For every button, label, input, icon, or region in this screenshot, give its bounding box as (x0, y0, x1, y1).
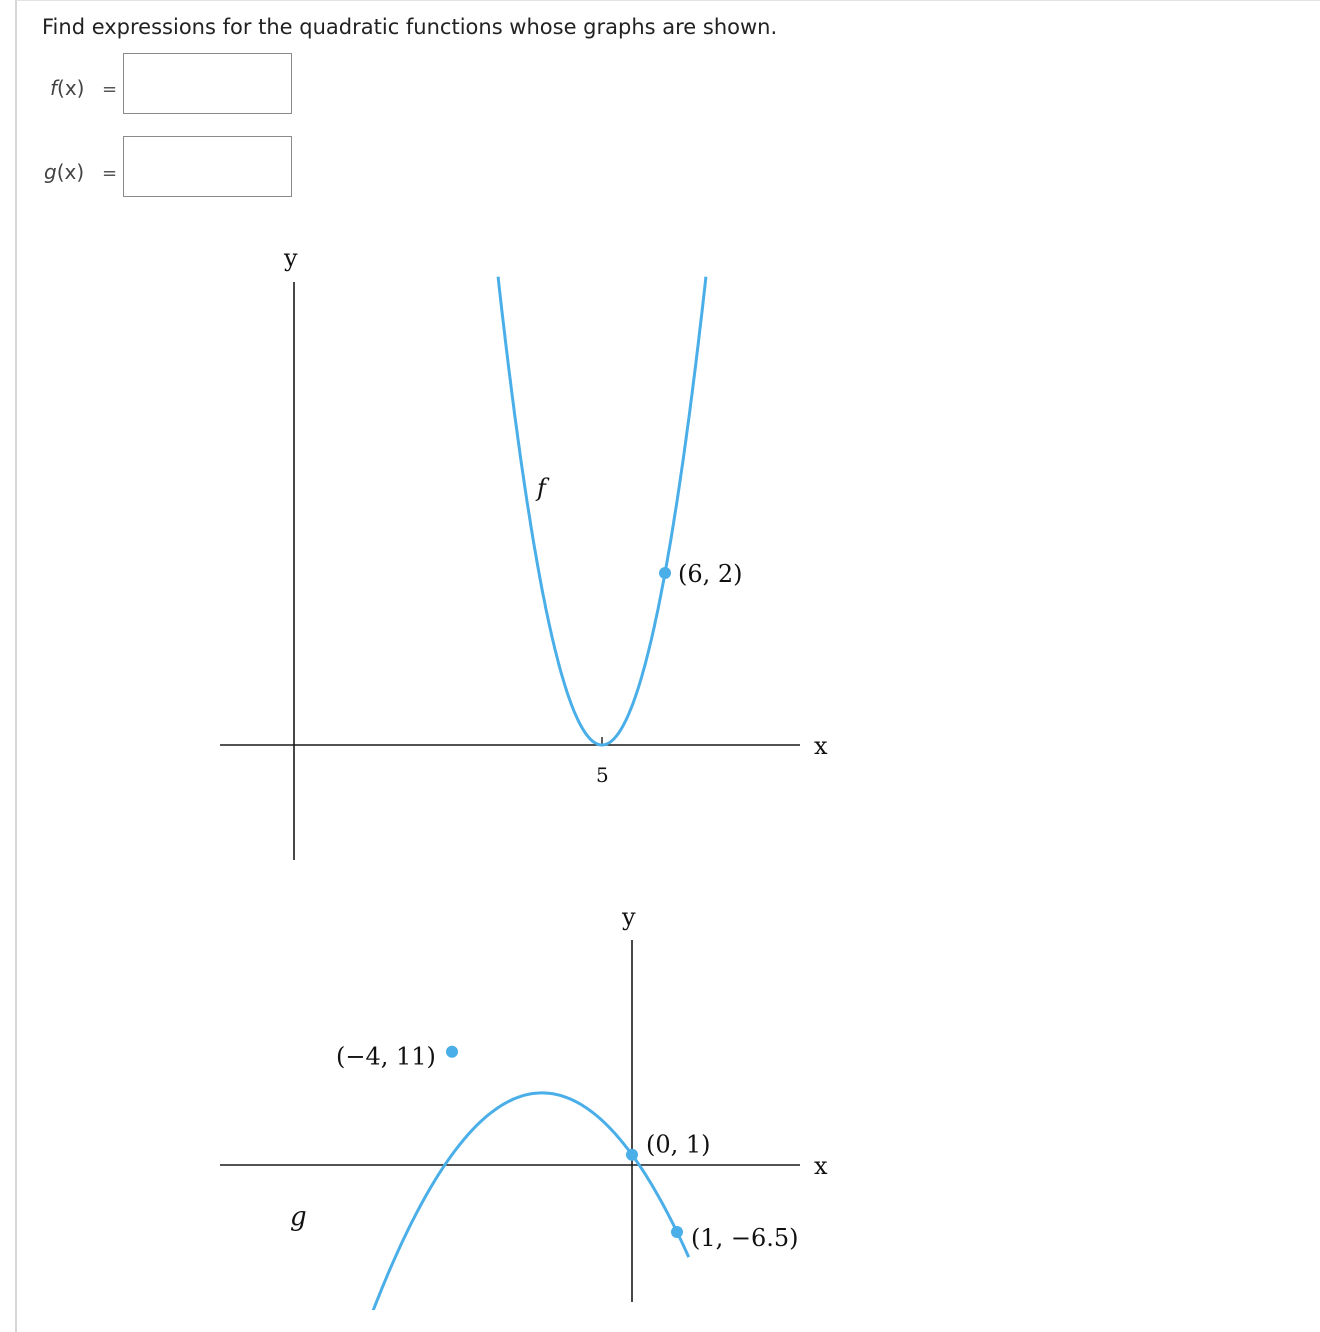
g-point-neg4-11 (446, 1046, 458, 1058)
f-x-axis-label: x (814, 732, 828, 760)
f-point-6-2 (659, 567, 671, 579)
f-name: f (50, 76, 58, 100)
f-curve-label: f (537, 474, 546, 502)
g-point-label-0-1: (0, 1) (646, 1130, 711, 1159)
g-point-label-neg4-11: (−4, 11) (336, 1042, 436, 1071)
f-arg: (x) (57, 76, 85, 100)
f-label (50, 76, 85, 100)
g-name: g (44, 160, 57, 184)
g-answer-input[interactable] (123, 136, 292, 197)
question-prompt: Find expressions for the quadratic functions whose graphs are shown. (42, 15, 778, 39)
g-arg: (x) (56, 160, 85, 184)
f-curve (498, 277, 706, 745)
g-y-axis-label: y (622, 903, 636, 931)
g-point-1-neg6-5 (671, 1226, 683, 1238)
f-tick-label-5: 5 (596, 763, 609, 787)
f-answer-input[interactable] (123, 53, 292, 114)
graph-g (0, 890, 900, 1310)
g-curve-label: g (290, 1202, 307, 1232)
g-label (44, 160, 84, 184)
g-point-label-1-neg6-5: (1, −6.5) (691, 1223, 799, 1252)
g-point-0-1 (626, 1149, 638, 1161)
g-curve (295, 1093, 689, 1310)
g-x-axis-label: x (814, 1152, 828, 1180)
f-y-axis-label: y (284, 244, 298, 272)
f-equals: = (102, 79, 118, 100)
g-equals: = (102, 163, 118, 184)
f-point-label-6-2: (6, 2) (678, 560, 743, 588)
graph-f (0, 230, 900, 880)
